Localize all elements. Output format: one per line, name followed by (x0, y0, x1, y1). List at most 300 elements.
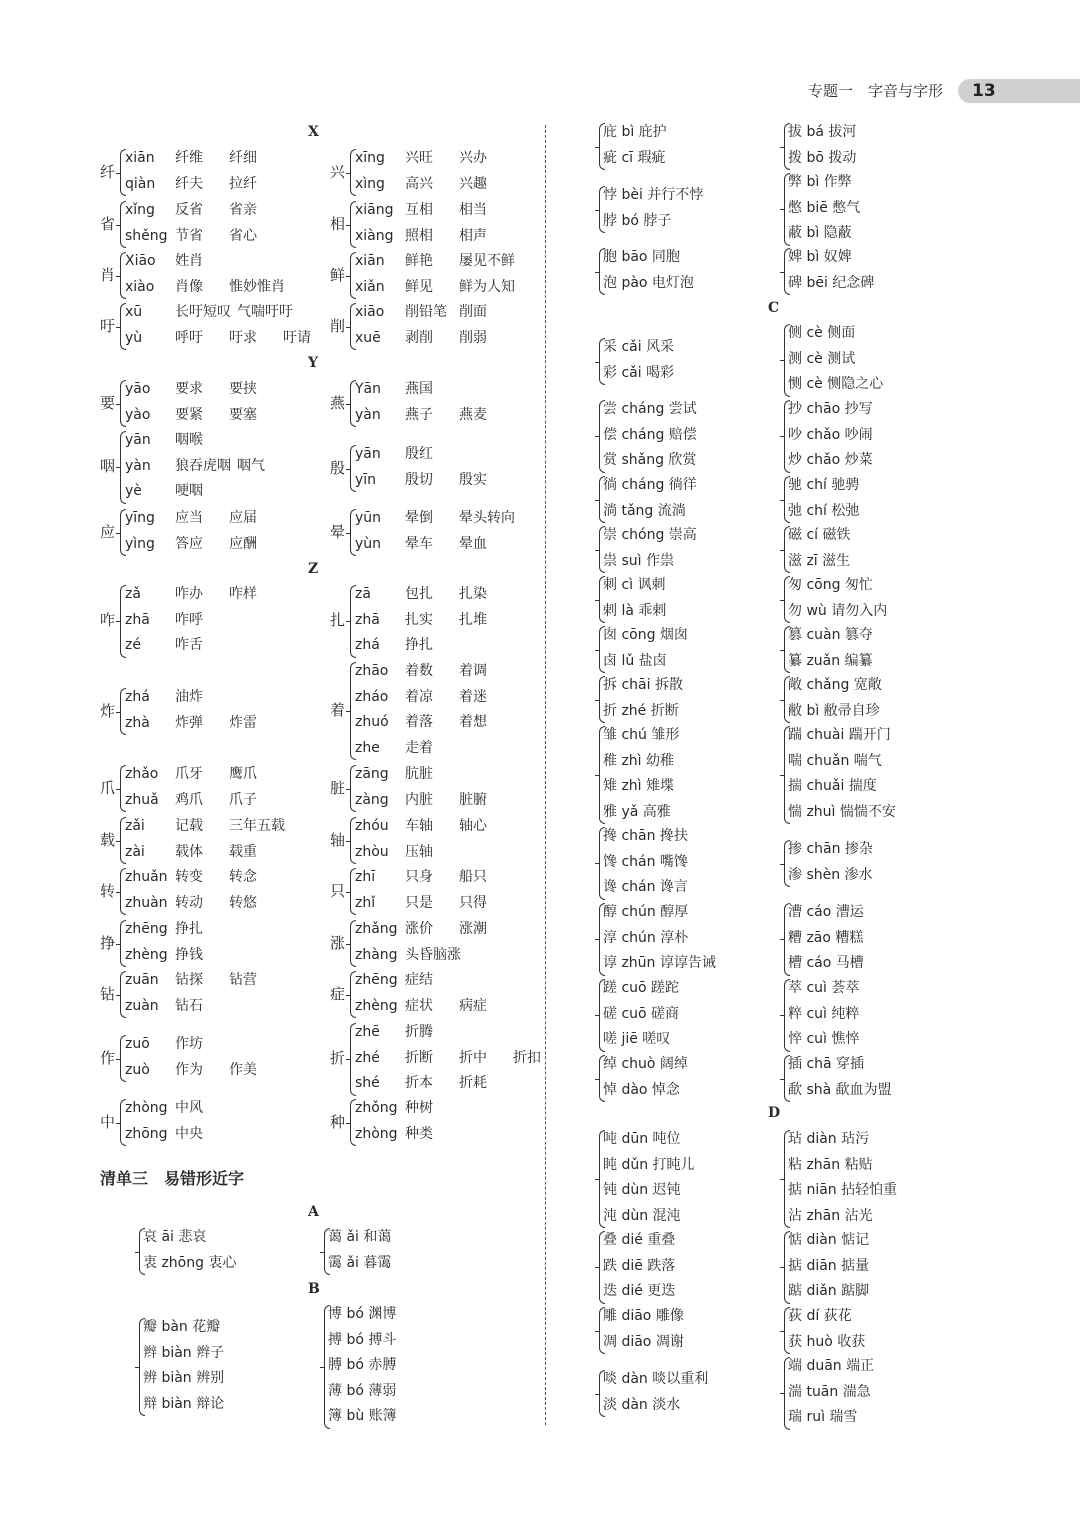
pinyin: Yān (355, 381, 382, 397)
example-word: 气喘吁吁 (237, 304, 293, 320)
reading-row (125, 891, 283, 916)
char-row: 搏 bó 搏斗 (328, 1331, 397, 1348)
char-row: 尝 cháng 尝试 (603, 401, 697, 417)
char-row: 喘 chuǎn 喘气 (788, 752, 882, 769)
char-row: 插 chā 穿插 (788, 1056, 865, 1072)
reading-row (355, 506, 521, 531)
char-row: 绰 chuò 阔绰 (603, 1056, 688, 1072)
section-label: 字音与字形 (868, 82, 944, 100)
example-word: 咋办 (175, 586, 203, 602)
reading-row (355, 1046, 567, 1071)
example-word: 着凉 (405, 688, 433, 705)
char-row: 雕 diāo 雕像 (603, 1308, 684, 1324)
list-title: 清单三 易错形近字 (100, 1169, 245, 1188)
entry-char: 炸 (100, 701, 116, 720)
example-word: 爪子 (229, 791, 257, 808)
pinyin: zhuǎn (125, 869, 168, 885)
example-word: 扎堆 (459, 611, 487, 628)
pinyin: yù (125, 329, 143, 346)
reading-row (125, 608, 229, 633)
example-word: 扎染 (459, 586, 487, 602)
entry-char: 挣 (100, 933, 116, 952)
char-row: 胞 bāo 同胞 (603, 249, 680, 265)
example-word: 种类 (405, 1125, 433, 1142)
char-row: 悖 bèi 并行不悖 (603, 187, 704, 203)
reading-row (355, 1071, 513, 1096)
example-word: 姓肖 (175, 253, 203, 269)
pinyin: yāo (125, 381, 151, 397)
example-word: 脏腑 (459, 791, 487, 808)
reading-row (355, 300, 513, 325)
char-row: 啖 dàn 啖以重利 (603, 1371, 709, 1387)
char-row: 沌 dùn 混沌 (603, 1207, 681, 1224)
pinyin: yàn (125, 457, 151, 474)
char-row: 恻 cè 恻隐之心 (788, 376, 884, 392)
pinyin: yè (125, 483, 142, 499)
example-word: 高兴 (405, 175, 433, 192)
example-word: 涨潮 (459, 921, 487, 937)
char-row: 凋 diāo 凋谢 (603, 1333, 684, 1350)
pinyin: zuò (125, 1061, 150, 1078)
pinyin: xiāo (355, 304, 385, 320)
pinyin: zāng (355, 766, 389, 782)
page-number: 13 (972, 81, 996, 101)
entry-char: 轴 (330, 830, 346, 849)
example-word: 肖像 (175, 278, 203, 295)
example-word: 涨价 (405, 921, 433, 937)
example-word: 压轴 (405, 843, 433, 860)
pinyin: zé (125, 637, 141, 653)
example-word: 挣扎 (405, 637, 433, 653)
example-word: 省亲 (229, 202, 257, 218)
pinyin: zhǒng (355, 1100, 398, 1116)
example-word: 要求 (175, 381, 203, 397)
char-row: 渗 shèn 渗水 (788, 866, 873, 883)
char-row: 囱 cōng 烟囱 (603, 627, 688, 643)
example-word: 作坊 (175, 1036, 203, 1052)
reading-row (355, 865, 513, 890)
reading-row (125, 506, 283, 531)
pinyin: zháo (355, 688, 389, 705)
example-word: 要挟 (229, 381, 257, 397)
example-word: 兴旺 (405, 150, 433, 166)
pinyin: zhé (355, 1049, 380, 1066)
example-word: 咽气 (237, 457, 265, 474)
example-word: 应届 (229, 510, 257, 526)
char-row: 辫 biàn 辫子 (143, 1344, 225, 1361)
reading-row (355, 249, 521, 274)
pinyin: yān (125, 432, 151, 448)
pinyin: xū (125, 304, 143, 320)
reading-row (355, 1096, 459, 1121)
section-letter: X (308, 124, 319, 140)
example-word: 折断 (405, 1049, 433, 1066)
reading-row (355, 943, 467, 968)
example-word: 兴趣 (459, 175, 487, 192)
reading-row (355, 762, 459, 787)
reading-row (355, 710, 513, 735)
char-row: 偿 cháng 赔偿 (603, 426, 697, 443)
example-word: 头昏脑涨 (405, 946, 461, 963)
example-word: 病症 (459, 997, 487, 1014)
entry-char: 只 (330, 881, 346, 900)
example-word: 着迷 (459, 688, 487, 705)
pinyin: yūn (355, 510, 382, 526)
section-letter: B (308, 1281, 320, 1297)
example-word: 长吁短叹 (175, 304, 231, 320)
char-row: 雏 chú 雏形 (603, 727, 680, 743)
char-row: 憋 biē 憋气 (788, 199, 861, 216)
reading-row (125, 249, 229, 274)
char-row: 掂 niān 拈轻怕重 (788, 1182, 898, 1198)
reading-row (125, 917, 229, 942)
example-word: 答应 (175, 535, 203, 552)
reading-row (355, 146, 513, 171)
char-row: 疵 cī 瑕疵 (603, 149, 666, 166)
char-row: 蔼 ǎi 和蔼 (328, 1229, 392, 1245)
char-row: 婢 bì 奴婢 (788, 249, 852, 265)
char-row: 崇 chóng 崇高 (603, 527, 697, 543)
example-word: 船只 (459, 869, 487, 885)
pinyin: zhōng (125, 1125, 168, 1142)
reading-row (125, 479, 229, 504)
pinyin: zhē (355, 1024, 380, 1040)
reading-row (125, 865, 283, 890)
entry-char: 应 (100, 522, 116, 541)
pinyin: xiàng (355, 227, 394, 244)
example-word: 殷切 (405, 471, 433, 488)
example-word: 反省 (175, 202, 203, 218)
example-word: 油炸 (175, 689, 203, 705)
example-word: 照相 (405, 227, 433, 244)
reading-row (355, 685, 513, 710)
example-word: 哽咽 (175, 483, 203, 499)
example-word: 要紧 (175, 406, 203, 423)
pinyin: yìng (125, 535, 155, 552)
entry-char: 涨 (330, 933, 346, 952)
char-row: 淡 dàn 淡水 (603, 1396, 681, 1413)
example-word: 兴办 (459, 150, 487, 166)
char-row: 掺 chān 掺杂 (788, 841, 873, 857)
char-row: 吨 dūn 吨位 (603, 1131, 681, 1147)
pinyin: zhà (125, 714, 150, 731)
char-row: 霭 ǎi 暮霭 (328, 1254, 392, 1271)
pinyin: zhǎng (355, 921, 398, 937)
reading-row (355, 788, 513, 813)
char-row: 荻 dí 荻花 (788, 1308, 852, 1324)
example-word: 吁请 (283, 329, 311, 346)
example-word: 燕国 (405, 381, 433, 397)
char-row: 祟 suì 作祟 (603, 552, 674, 569)
reading-row (125, 428, 229, 453)
example-word: 载体 (175, 843, 203, 860)
entry-char: 晕 (330, 522, 346, 541)
char-row: 拆 chāi 拆散 (603, 677, 683, 693)
pinyin: zhuó (355, 714, 389, 730)
reading-row (355, 814, 513, 839)
example-word: 鲜见 (405, 278, 433, 295)
example-word: 呼吁 (175, 329, 203, 346)
char-row: 谆 zhūn 谆谆告诫 (603, 955, 716, 971)
entry-char: 载 (100, 830, 116, 849)
pinyin: zài (125, 843, 145, 860)
reading-row (125, 633, 229, 658)
example-word: 晕车 (405, 535, 433, 552)
pinyin: zhá (355, 637, 380, 653)
char-row: 吵 chǎo 吵闹 (788, 426, 873, 443)
reading-row (125, 1096, 229, 1121)
reading-row (125, 943, 229, 968)
example-word: 包扎 (405, 586, 433, 602)
char-row: 踮 diǎn 踮脚 (788, 1283, 870, 1299)
pinyin: zuān (125, 972, 159, 988)
example-word: 殷红 (405, 446, 433, 462)
example-word: 节省 (175, 227, 203, 244)
char-row: 粹 cuì 纯粹 (788, 1005, 860, 1022)
example-word: 纤夫 (175, 175, 203, 192)
entry-char: 燕 (330, 393, 346, 412)
pinyin: yān (355, 446, 381, 462)
section-letter: Z (308, 561, 319, 577)
char-row: 篡 cuàn 篡夺 (788, 627, 873, 643)
char-row: 糟 zāo 糟糕 (788, 929, 864, 946)
pinyin: zhāo (355, 663, 389, 679)
example-word: 鲜为人知 (459, 278, 515, 295)
section-letter: C (768, 300, 780, 316)
char-row: 脖 bó 脖子 (603, 212, 672, 229)
char-row: 赏 shǎng 欣赏 (603, 452, 697, 468)
char-row: 盹 dǔn 打盹儿 (603, 1156, 695, 1173)
example-word: 只身 (405, 869, 433, 885)
example-word: 咋舌 (175, 637, 203, 653)
example-word: 钻石 (175, 997, 203, 1014)
char-row: 采 cǎi 风采 (603, 339, 675, 355)
pinyin: zhēng (355, 972, 398, 988)
char-row: 醇 chún 醇厚 (603, 904, 689, 920)
char-row: 纂 zuǎn 编纂 (788, 652, 873, 669)
pinyin: zǎ (125, 586, 141, 602)
reading-row (355, 1020, 459, 1045)
example-word: 屡见不鲜 (459, 253, 515, 269)
char-row: 炒 chǎo 炒菜 (788, 452, 873, 468)
example-word: 削铅笔 (405, 304, 447, 320)
char-row: 雉 zhì 雉堞 (603, 778, 675, 794)
reading-row (355, 633, 459, 658)
page-header (808, 80, 943, 102)
example-word: 着想 (459, 714, 487, 730)
example-word: 着调 (459, 663, 487, 679)
reading-row (125, 814, 291, 839)
reading-row (125, 146, 283, 171)
example-word: 症状 (405, 997, 433, 1014)
example-word: 炸弹 (175, 714, 203, 731)
entry-char: 肖 (100, 265, 116, 284)
pinyin: xiān (125, 150, 155, 166)
char-row: 踹 chuài 踹开门 (788, 727, 891, 743)
reading-row (125, 198, 283, 223)
reading-row (125, 172, 283, 197)
char-row: 刺 cì 讽刺 (603, 577, 666, 593)
example-word: 咽喉 (175, 432, 203, 448)
entry-char: 转 (100, 881, 116, 900)
example-word: 咋呼 (175, 611, 203, 628)
reading-row (125, 224, 283, 249)
char-row: 剌 là 乖剌 (603, 602, 667, 619)
example-word: 作为 (175, 1061, 203, 1078)
column-divider (545, 125, 546, 1425)
example-word: 晕倒 (405, 510, 433, 526)
char-row: 揣 chuǎi 揣度 (788, 778, 877, 794)
example-word: 折腾 (405, 1024, 433, 1040)
char-row: 跌 diē 跌落 (603, 1257, 676, 1274)
example-word: 挣钱 (175, 946, 203, 963)
reading-row (125, 1058, 283, 1083)
char-row: 磋 cuō 磋商 (603, 1005, 680, 1022)
reading-row (125, 275, 291, 300)
example-word: 种树 (405, 1100, 433, 1116)
example-word: 肮脏 (405, 766, 433, 782)
entry-char: 殷 (330, 458, 346, 477)
example-word: 晕血 (459, 535, 487, 552)
pinyin: zhǐ (355, 894, 376, 911)
reading-row (355, 532, 513, 557)
example-word: 咋样 (229, 586, 257, 602)
pinyin: zhe (355, 739, 380, 756)
char-row: 惦 diàn 惦记 (788, 1232, 870, 1248)
reading-row (355, 326, 513, 351)
pinyin: zhuǎ (125, 791, 159, 808)
pinyin: zhòu (355, 843, 389, 860)
char-row: 勿 wù 请勿入内 (788, 602, 888, 619)
reading-row (125, 685, 229, 710)
example-word: 转念 (229, 869, 257, 885)
reading-row (355, 442, 459, 467)
char-row: 蹉 cuō 蹉跎 (603, 980, 680, 996)
pinyin: zhá (125, 689, 150, 705)
char-row: 掂 diān 掂量 (788, 1257, 870, 1274)
char-row: 淳 chún 淳朴 (603, 929, 689, 946)
char-row: 嗟 jiē 嗟叹 (603, 1031, 671, 1047)
reading-row (125, 788, 283, 813)
example-word: 鲜艳 (405, 253, 433, 269)
char-row: 漕 cáo 漕运 (788, 904, 864, 920)
example-word: 要塞 (229, 406, 257, 423)
entry-char: 扎 (330, 611, 346, 630)
reading-row (355, 172, 513, 197)
pinyin: zhā (355, 611, 380, 628)
reading-row (355, 198, 513, 223)
example-word: 走着 (405, 739, 433, 756)
pinyin: yīng (125, 510, 155, 526)
example-word: 转变 (175, 869, 203, 885)
char-row: 端 duān 端正 (788, 1358, 875, 1374)
char-row: 搀 chān 搀扶 (603, 828, 688, 844)
chapter-label: 专题一 (808, 82, 854, 100)
example-word: 只是 (405, 894, 433, 911)
entry-char: 爪 (100, 778, 116, 797)
char-row: 徜 cháng 徜徉 (603, 477, 697, 493)
char-row: 湍 tuān 湍急 (788, 1383, 871, 1400)
pinyin: zhǎo (125, 766, 159, 782)
reading-row (125, 326, 337, 351)
example-word: 钻探 (175, 972, 203, 988)
char-row: 沾 zhān 沾光 (788, 1207, 873, 1224)
pinyin: zhòng (355, 1125, 398, 1142)
entry-char: 纤 (100, 162, 116, 181)
entry-char: 种 (330, 1112, 346, 1131)
char-row: 谗 chán 谗言 (603, 879, 688, 895)
reading-row (355, 468, 513, 493)
reading-row (355, 1122, 459, 1147)
entry-char: 要 (100, 393, 116, 412)
char-row: 薄 bó 薄弱 (328, 1382, 397, 1399)
example-word: 转动 (175, 894, 203, 911)
example-word: 狼吞虎咽 (175, 457, 231, 474)
reading-row (355, 403, 513, 428)
pinyin: xīng (355, 150, 385, 166)
pinyin: zhòng (125, 1100, 168, 1116)
char-row: 悴 cuì 憔悴 (788, 1031, 860, 1047)
example-word: 折本 (405, 1075, 433, 1091)
pinyin: zhā (125, 611, 150, 628)
reading-row (355, 736, 459, 761)
pinyin: zā (355, 586, 371, 602)
char-row: 滋 zī 滋生 (788, 552, 851, 569)
char-row: 庇 bì 庇护 (603, 124, 667, 140)
pinyin: zhàng (355, 946, 398, 963)
example-word: 挣扎 (175, 921, 203, 937)
pinyin: zǎi (125, 818, 145, 834)
entry-char: 省 (100, 214, 116, 233)
example-word: 剥削 (405, 329, 433, 346)
example-word: 炸雷 (229, 714, 257, 731)
char-row: 瑞 ruì 瑞雪 (788, 1409, 858, 1425)
char-row: 馋 chán 嘴馋 (603, 853, 688, 870)
example-word: 转悠 (229, 894, 257, 911)
entry-char: 吁 (100, 316, 116, 335)
reading-row (355, 994, 513, 1019)
pinyin: shěng (125, 227, 168, 244)
char-row: 膊 bó 赤膊 (328, 1357, 397, 1373)
reading-row (355, 917, 513, 942)
example-word: 鸡爪 (175, 791, 203, 808)
char-row: 哀 āi 悲哀 (143, 1229, 207, 1245)
char-row: 卤 lǔ 盐卤 (603, 652, 667, 669)
char-row: 槽 cáo 马槽 (788, 955, 864, 971)
entry-char: 折 (330, 1049, 346, 1068)
char-row: 歃 shà 歃血为盟 (788, 1081, 892, 1098)
char-row: 辨 biàn 辨别 (143, 1370, 225, 1386)
char-row: 稚 zhì 幼稚 (603, 752, 675, 769)
entry-char: 脏 (330, 778, 346, 797)
example-word: 爪牙 (175, 766, 203, 782)
example-word: 相当 (459, 202, 487, 218)
reading-row (355, 224, 513, 249)
entry-char: 兴 (330, 162, 346, 181)
reading-row (355, 608, 513, 633)
char-row: 博 bó 渊博 (328, 1306, 397, 1322)
reading-row (355, 968, 459, 993)
example-word: 着数 (405, 663, 433, 679)
pinyin: zhóu (355, 818, 389, 834)
reading-row (125, 300, 299, 325)
pinyin: zuō (125, 1036, 150, 1052)
char-row: 拨 bō 拨动 (788, 149, 857, 166)
char-row: 获 huò 收获 (788, 1333, 866, 1350)
example-word: 记载 (175, 818, 203, 834)
example-word: 应当 (175, 510, 203, 526)
char-row: 瓣 bàn 花瓣 (143, 1319, 221, 1335)
